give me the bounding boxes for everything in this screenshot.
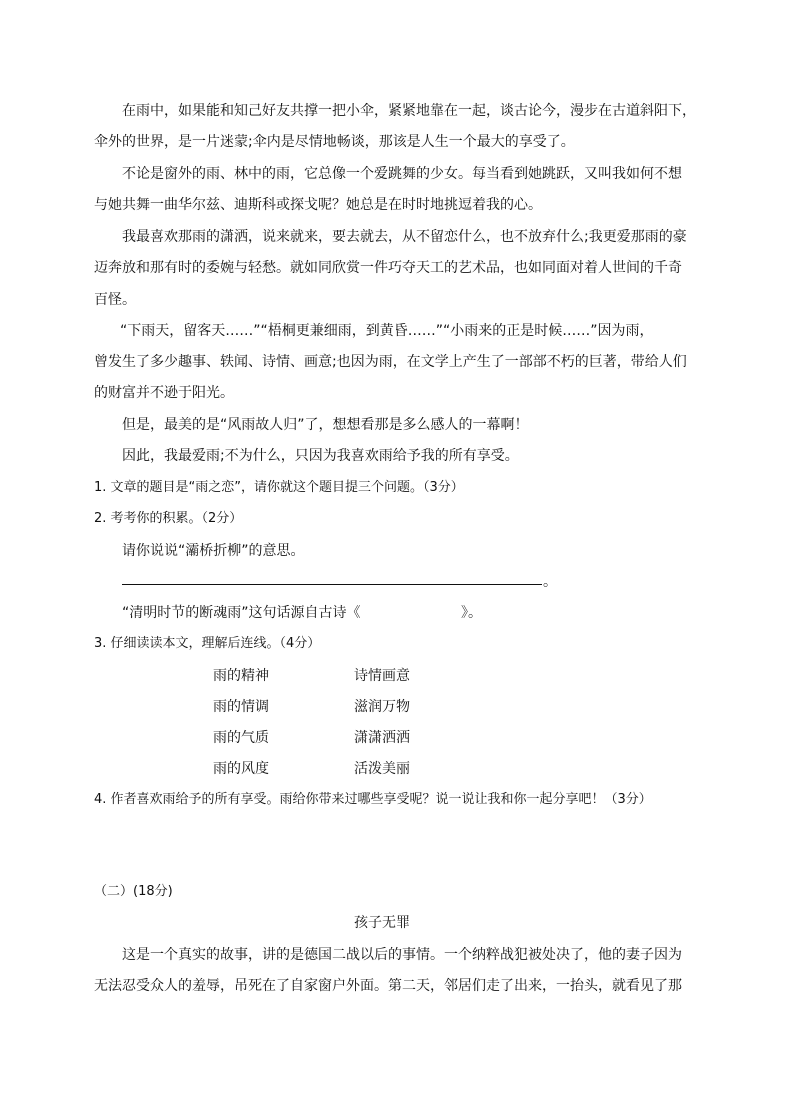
match-right-item[interactable]: 滋润万物: [354, 699, 410, 715]
paragraph1-line1: 在雨中，如果能和知己好友共撑一把小伞，紧紧地靠在一起，谈古论今，漫步在古道斜阳下，: [122, 103, 696, 119]
section2-heading: （二）(18分): [94, 884, 173, 899]
paragraph4-line2: 曾发生了多少趣事、轶闻、诗情、画意;也因为雨，在文学上产生了一部部不朽的巨著，带给人们: [94, 354, 687, 370]
paragraph2-line2: 与她共舞一曲华尔兹、迪斯科或探戈呢？她总是在时时地挑逗着我的心。: [94, 197, 542, 213]
section2-title: 孩子无罪: [354, 915, 410, 931]
question-2b-start: “清明时节的断魂雨”这句话源自古诗《: [122, 605, 361, 621]
answer-line[interactable]: [122, 584, 542, 585]
paragraph4-line1: “下雨天，留客天……”“梧桐更兼细雨，到黄昏……”“小雨来的正是时候……”因为雨，: [120, 323, 654, 339]
question-4: 4. 作者喜欢雨给予的所有享受。雨给你带来过哪些享受呢？说一说让我和你一起分享吧！（3分）: [94, 792, 652, 807]
question-2b-end: 》。: [461, 605, 482, 621]
paragraph1-line2: 伞外的世界，是一片迷蒙;伞内是尽情地畅谈，那该是人生一个最大的享受了。: [94, 134, 575, 150]
section2-line2: 无法忍受众人的羞辱，吊死在了自家窗户外面。第二天，邻居们走了出来，一抬头，就看见了那: [94, 978, 682, 994]
match-right-item[interactable]: 潇潇洒洒: [354, 730, 410, 746]
match-left-item[interactable]: 雨的风度: [213, 761, 269, 777]
match-left-item[interactable]: 雨的精神: [213, 668, 269, 684]
question-3: 3. 仔细读读本文，理解后连线。（4分）: [94, 636, 321, 651]
match-left-item[interactable]: 雨的气质: [213, 730, 269, 746]
match-right-item[interactable]: 活泼美丽: [354, 761, 410, 777]
question-1: 1. 文章的题目是“雨之恋”，请你就这个题目提三个问题。（3分）: [94, 480, 464, 495]
paragraph6: 因此，我最爱雨;不为什么，只因为我喜欢雨给予我的所有享受。: [122, 448, 519, 464]
paragraph3-line2: 迈奔放和那有时的委婉与轻愁。就如同欣赏一件巧夺天工的艺术品，也如同面对着人世间的千奇: [94, 260, 682, 276]
paragraph2-line1: 不论是窗外的雨、林中的雨，它总像一个爱跳舞的少女。每当看到她跳跃，又叫我如何不想: [122, 166, 682, 182]
paragraph3-line1: 我最喜欢那雨的潇洒，说来就来，要去就去，从不留恋什么，也不放弃什么;我更爱那雨的豪: [122, 229, 687, 245]
question-2a: 请你说说“灞桥折柳”的意思。: [122, 543, 305, 559]
match-right-item[interactable]: 诗情画意: [354, 668, 410, 684]
question-2: 2. 考考你的积累。（2分）: [94, 511, 243, 526]
paragraph3-line3: 百怪。: [94, 292, 136, 308]
section2-line1: 这是一个真实的故事，讲的是德国二战以后的事情。一个纳粹战犯被处决了，他的妻子因为: [122, 947, 682, 963]
match-left-item[interactable]: 雨的情调: [213, 699, 269, 715]
answer-line-end: 。: [543, 574, 557, 590]
paragraph5: 但是，最美的是“风雨故人归”了，想想看那是多么感人的一幕啊！: [122, 417, 529, 433]
paragraph4-line3: 的财富并不逊于阳光。: [94, 385, 234, 401]
